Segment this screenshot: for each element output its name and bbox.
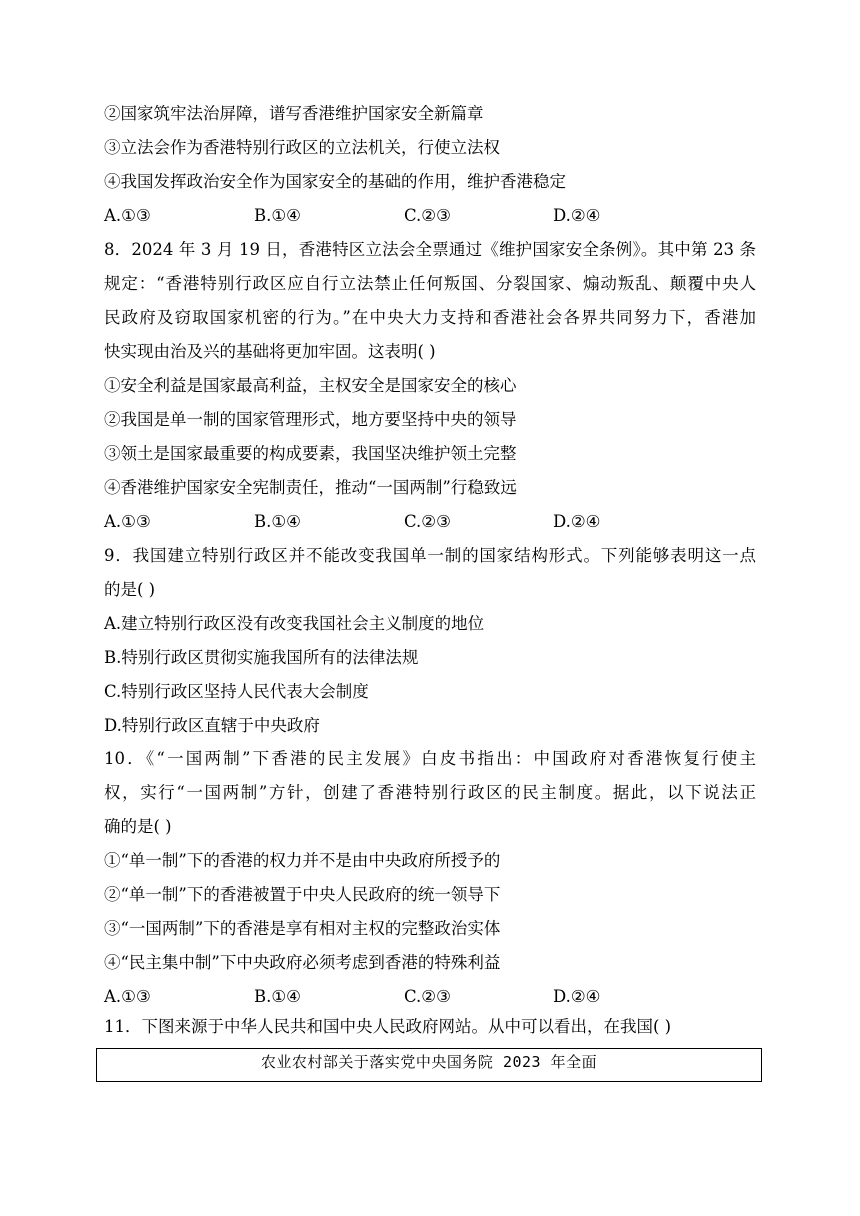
q7-option-c[interactable]: C.②③ <box>404 206 451 225</box>
q7-statement-4: ④我国发挥政治安全作为国家安全的基础的作用，维护香港稳定 <box>104 172 566 191</box>
q9-stem-line-2: 的是( ) <box>104 580 156 599</box>
q8-option-b[interactable]: B.①④ <box>254 512 301 531</box>
q9-choice-c[interactable]: C.特别行政区坚持人民代表大会制度 <box>104 682 369 701</box>
q8-stem-line-1: 8．2024 年 3 月 19 日，香港特区立法会全票通过《维护国家安全条例》。其中第 23 条 <box>104 240 756 259</box>
q10-stem-line-2: 权，实行“一国两制”方针，创建了香港特别行政区的民主制度。据此，以下说法正 <box>104 783 756 802</box>
q10-stem-line-3: 确的是( ) <box>104 817 172 836</box>
q8-option-a[interactable]: A.①③ <box>104 512 151 531</box>
q7-option-a[interactable]: A.①③ <box>104 206 151 225</box>
q8-option-d[interactable]: D.②④ <box>553 512 601 531</box>
q9-choice-a[interactable]: A.建立特别行政区没有改变我国社会主义制度的地位 <box>104 614 485 633</box>
q10-option-a[interactable]: A.①③ <box>104 987 151 1006</box>
q10-statement-4: ④“民主集中制”下中央政府必须考虑到香港的特殊利益 <box>104 953 501 972</box>
q8-statement-3: ③领土是国家最重要的构成要素，我国坚决维护领土完整 <box>104 444 517 463</box>
q7-statement-2: ②国家筑牢法治屏障，谱写香港维护国家安全新篇章 <box>104 104 484 123</box>
q7-option-d[interactable]: D.②④ <box>553 206 601 225</box>
q10-statement-1: ①“单一制”下的香港的权力并不是由中央政府所授予的 <box>104 851 501 870</box>
q8-stem-line-4: 快实现由治及兴的基础将更加牢固。这表明( ) <box>104 342 436 361</box>
q8-statement-4: ④香港维护国家安全宪制责任，推动“一国两制”行稳致远 <box>104 478 517 497</box>
q9-choice-d[interactable]: D.特别行政区直辖于中央政府 <box>104 716 320 735</box>
q9-stem-line-1: 9．我国建立特别行政区并不能改变我国单一制的国家结构形式。下列能够表明这一点 <box>104 546 756 565</box>
q10-statement-2: ②“单一制”下的香港被置于中央人民政府的统一领导下 <box>104 885 501 904</box>
q8-statement-1: ①安全利益是国家最高利益，主权安全是国家安全的核心 <box>104 376 517 395</box>
q7-statement-3: ③立法会作为香港特别行政区的立法机关，行使立法权 <box>104 138 500 157</box>
q8-stem-line-3: 民政府及窃取国家机密的行为。”在中央大力支持和香港社会各界共同努力下，香港加 <box>104 308 756 327</box>
q11-stem: 11．下图来源于中华人民共和国中央人民政府网站。从中可以看出，在我国( ) <box>104 1017 672 1036</box>
q9-choice-b[interactable]: B.特别行政区贯彻实施我国所有的法律法规 <box>104 648 419 667</box>
q11-figure-caption: 农业农村部关于落实党中央国务院 2023 年全面 <box>260 1053 598 1071</box>
q8-option-c[interactable]: C.②③ <box>404 512 451 531</box>
q10-option-d[interactable]: D.②④ <box>553 987 601 1006</box>
q8-statement-2: ②我国是单一制的国家管理形式，地方要坚持中央的领导 <box>104 410 517 429</box>
q7-option-b[interactable]: B.①④ <box>254 206 301 225</box>
q10-option-b[interactable]: B.①④ <box>254 987 301 1006</box>
q10-options <box>104 986 804 1008</box>
q10-stem-line-1: 10．《“一国两制”下香港的民主发展》白皮书指出：中国政府对香港恢复行使主 <box>104 749 756 768</box>
q8-options <box>104 511 804 533</box>
q11-figure-box <box>96 1048 762 1082</box>
q8-stem-line-2: 规定：“香港特别行政区应自行立法禁止任何叛国、分裂国家、煽动叛乱、颠覆中央人 <box>104 274 756 293</box>
q10-option-c[interactable]: C.②③ <box>404 987 451 1006</box>
q7-options <box>104 205 804 227</box>
q10-statement-3: ③“一国两制”下的香港是享有相对主权的完整政治实体 <box>104 919 501 938</box>
